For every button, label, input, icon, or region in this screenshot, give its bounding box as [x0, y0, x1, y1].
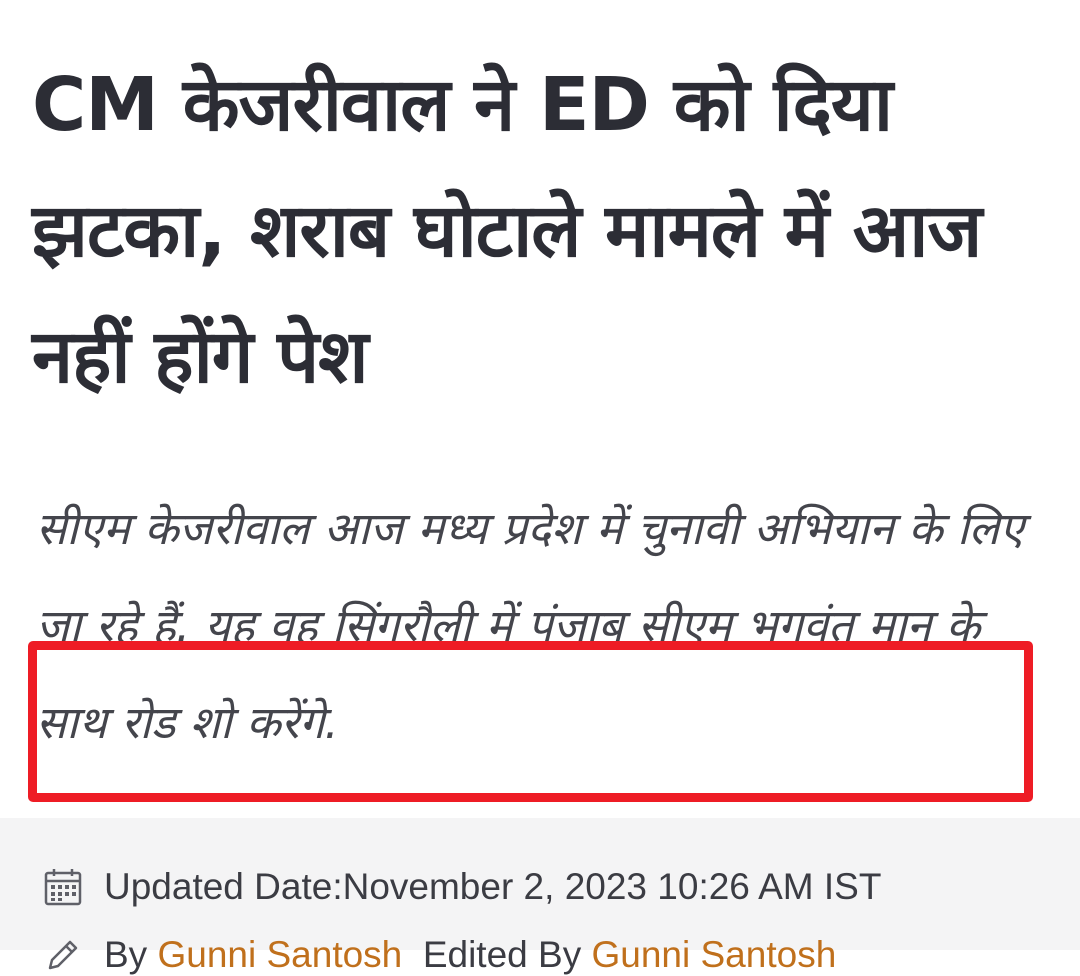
author-link[interactable]: Gunni Santosh — [157, 934, 403, 975]
pencil-icon — [42, 934, 84, 976]
calendar-icon — [42, 866, 84, 908]
highlight-annotation-box — [28, 641, 1033, 802]
updated-date-row — [42, 866, 881, 908]
editor-link[interactable]: Gunni Santosh — [591, 934, 837, 975]
byline-row — [42, 934, 836, 976]
updated-date-text: Updated Date:November 2, 2023 10:26 AM IST — [104, 866, 882, 907]
article-summary: सीएम केजरीवाल आज मध्य प्रदेश में चुनावी अभियान के लिए जा रहे हैं. यह वह सिंगरौली में पंजाब सीएम भगवंत मान के साथ रोड शो करेंगे. — [36, 502, 1025, 749]
article-meta-panel — [0, 818, 1080, 975]
byline-prefix: By — [104, 934, 148, 975]
article-headline: CM केजरीवाल ने ED को दिया झटका, शराब घोटाले मामले में आज नहीं होंगे पेश — [32, 62, 982, 400]
edited-by-prefix: Edited By — [422, 934, 582, 975]
